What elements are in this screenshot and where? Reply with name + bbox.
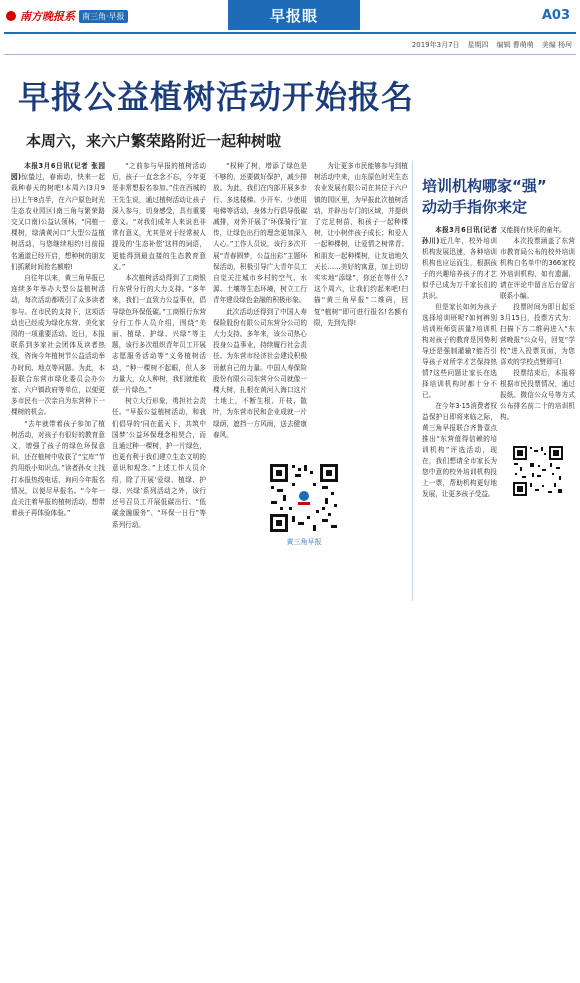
column-title: 早报眼 <box>228 0 360 30</box>
article-paragraph: 自往年以来，黄三角早报已连续多年举办大型公益植树活动，每次活动都吸引了众多读者参与。在市民的支持下，这项活动也已经成为绿化东营、美化家园的一项重要活动。近日，本报联系到多家社会团体及读者热线，咨询今年植树节公益活动举办时间、地点等问题。为此，本报联合东营市绿化委员会办公室、六户镇政府等单位，以便更多市民有一次亲自为东营种下一棵树的机会。 <box>11 274 105 417</box>
article-paragraph: “去年就带着孩子参加了植树活动，对孩子有很好的教育意义，增强了孩子的绿色环保意识，还在植树中收获了“宝库”节约用纸小知识点。”读者孙女士找打本报热线电话，询问今年报名情况，以便尽早报名。“今年一直关注着早报的植树活动，想带着孩子再体验体验。” <box>11 419 105 518</box>
designer-credit: 美编 杨珂 <box>541 41 572 49</box>
article-paragraph: “权种了树，增添了绿色是不够的，还要做好保护，减少排放。为此，我们在内部开展多步行、多选楼梯、少开车、少使用电梯等活动，身体力行倡导低碳减排，对外开展了‘环保骑行’宣传，让绿色出行的理念更加深入人心。”工作人员说，该行多次开展“青春圆梦，公益出彩”主题环保活动，积极引导广大青年员工自觉关注城市乡村的空气、水源、土壤等生态环境，树立工行青年建设绿色金融的积极形象。 <box>213 162 307 305</box>
side-column-2 <box>500 225 575 423</box>
article-byline: 本报3月6日讯(记者 张园园) <box>11 162 105 182</box>
side-paragraph: 又能拥有快乐的童年。 <box>500 226 566 234</box>
side-paragraph: 近几年，校外培训机构发展迅速，各种培训机构也应运而生，根据孩子的兴趣培养孩子的才艺似乎已成为万千家长们的共识。 <box>422 237 498 300</box>
side-paragraph: 在今年3·15消费者权益保护日即将来临之际，黄三角早报联合齐鲁壹点推出“东营值得信赖的培训机构”评选活动，现在，我们想请全市家长为您中意的校外培训机构投上一票，帮助机构更好地发展，让更多孩子受益。 <box>422 402 497 498</box>
page-meta <box>412 40 572 50</box>
masthead-rule <box>4 32 576 34</box>
qr-code-side[interactable] <box>512 445 564 497</box>
column-divider <box>412 161 413 601</box>
side-paragraph: 本次投票涵盖了东营市教育局公布的校外培训机构白名单中的366家校外培训机构，如有遗漏，请在评论中留言后台留言联系小编。 <box>500 237 575 300</box>
article-paragraph: 为让更多市民能够参与到植树活动中来，山东原色时光生态农业发展有限公司在其位于六户镇的园区里，为早报此次植树活动，并辟出专门的区域，并提供了完足树苗，和孩子一起种棵树，让小树伴孩子成长；和爱人一起种棵树，让爱情之树常青；和朋友一起种棵树，让友谊地久天长……美好的寓意，加上切切实实地“添绿”，你还在等什么?这个周六，让我们约起来吧!扫描“黄三角早报”二维码，回复“植树”即可进行报名!名额有限，先到先得! <box>314 162 408 327</box>
masthead-brand <box>6 7 128 25</box>
article-column-1 <box>11 161 105 520</box>
main-headline: 早报公益植树活动开始报名 <box>18 78 415 116</box>
issue-date: 2019年3月7日 <box>411 41 460 49</box>
paper-logo-icon <box>6 11 16 21</box>
article-paragraph: 此次活动还得到了中国人寿保险股份有限公司东营分公司的大力支持。多年来，该公司热心投身公益事业，持续履行社会责任。为东营市经济社会建设积极贡献自己的力量。中国人寿保险股份有限公司东营分公司就像一棵大树，扎根在黄河入海口这片土地上，不断生根、开枝、散叶，为东营市民和企业成就一片绿荫，遮挡一方风雨，送去健康春风。 <box>213 307 307 439</box>
article-paragraph: “之前参与早报的植树活动后，孩子一直念念不忘，今年更是非常想报名参加。”住在西城的王先生说，通过植树活动让孩子深入参与，切身感受，具有重要意义。“对我们成年人来说也非常有意义，尤其是对于经常被人提及的‘生态补偿’这样的词语，更能得到最直接的生态教育意义。” <box>112 162 206 271</box>
side-paragraph: 但是家长如何为孩子选择培训班呢?如何辨别培训班师资质量?培训机构对孩子的教育是因势利导还是强制灌输?能否引导孩子对所学才艺保持热情?这些问题让家长在选择培训机构时都十分不已。 <box>422 303 497 399</box>
qr-caption: 黄三角早报 <box>286 538 322 546</box>
edition-badge: 南三角·早报 <box>79 10 128 23</box>
qr-code-icon <box>512 445 564 497</box>
side-byline: 本报3月6日讯(记者 孙川) <box>422 226 497 245</box>
side-column-1 <box>422 225 497 500</box>
side-paragraph: 投票时间为即日起至3月15日，投票方式为：扫描下方二维码进入“东营晚报”公众号，回复“学校”进入投票页面，为您喜欢的学校点赞即可! <box>500 303 575 366</box>
side-headline <box>422 176 572 218</box>
side-headline-line-2: 动动手指你来定 <box>422 198 528 216</box>
qr-code-main[interactable] <box>268 462 340 534</box>
paper-name: 南方晚报系 <box>20 10 75 23</box>
article-column-3 <box>213 161 307 441</box>
qr-code-icon <box>268 462 340 534</box>
article-column-4 <box>314 161 408 329</box>
article-paragraph: 惊蛰过，春雨动，快来一起栽种春天的树吧!本周六(3月9日)上午8点半，在六户原色时光生态农业园区(南三角与繁荣路交叉口南)公益认领林，“同植一棵树，绿满黄河口”大型公益植树活动，与您继续相约!目前报名通道已经开启，想种树的朋友们抓紧时间抢名额啦! <box>11 173 106 271</box>
main-subheadline: 本周六，来六户繁荣路附近一起种树啦 <box>26 132 282 150</box>
side-headline-line-1: 培训机构哪家“强” <box>422 177 547 195</box>
issue-weekday: 星期四 <box>467 41 489 49</box>
article-column-2 <box>112 161 206 531</box>
article-paragraph: 树立大行形象，勇担社会责任。“早报公益植树活动，和我们倡导的‘同在蓝天下，共筑中国梦’公益环保理念相契合，而且通过种一棵树，护一片绿色，也更有利于我们建立生态文明的意识和观念。”上述工作人员介绍，除了开展‘爱绿、植绿、护绿、兴绿’系列活动之外，该行还号召员工开展低碳出行、“低碳金融服务”、“环保一日行”等系列行动。 <box>112 397 206 529</box>
article-paragraph: 本次植树活动得到了工商银行东营分行的大力支持。“多年来，我们一直致力公益事业，倡导绿色环保低碳。”工商银行东营分行工作人员介绍，围绕“美丽、植绿、护绿、兴绿”等主题，该行多次组织青年员工开展志愿服务活动等“义务植树活动，“种一棵树不起眼，但人多力量大，众人种树，我们就能收获一片绿色。” <box>112 274 206 395</box>
meta-rule <box>4 54 576 55</box>
side-paragraph: 投票结束后，本报将根据市民投票情况，通过报纸、微信公众号等方式公布排名前二十的培训机构。 <box>500 369 575 421</box>
editor-credit: 编辑 曹萌萌 <box>496 41 534 49</box>
page-number: A03 <box>541 8 570 23</box>
